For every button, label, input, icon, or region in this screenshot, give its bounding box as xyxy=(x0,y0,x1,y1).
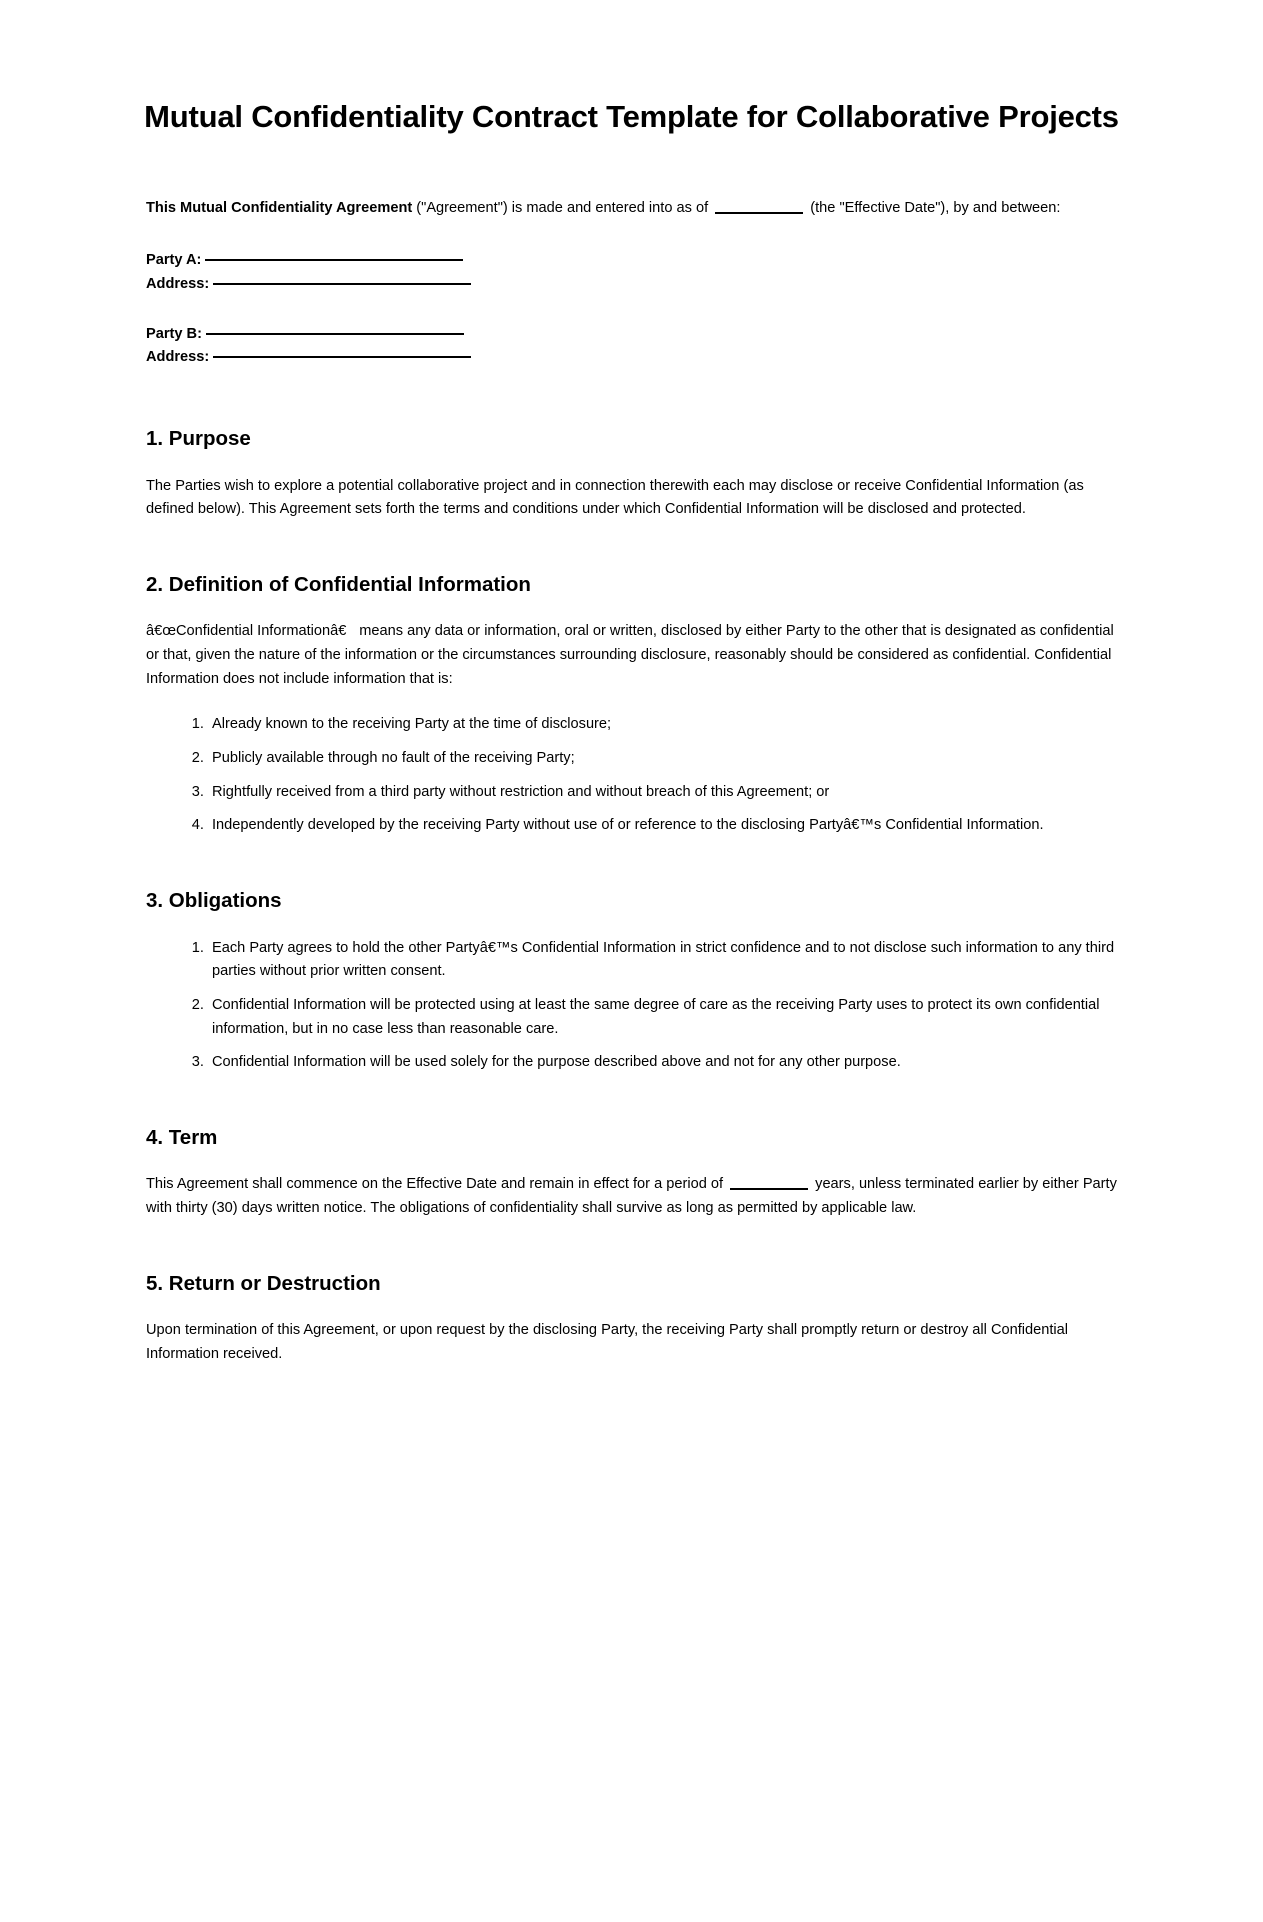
section-body-return-destruction: Upon termination of this Agreement, or upon request by the disclosing Party, the receiving Party shall promptly return or destroy all Confidential Information received. xyxy=(146,1322,1069,1363)
list-item: 1. Already known to the receiving Party at the time of disclosure; xyxy=(208,713,1125,737)
party-b-name-blank[interactable] xyxy=(206,333,464,335)
list-item: 1. Each Party agrees to hold the other Partyâ€™s Confidential Information in strict confidence and to not disclose such information to any third parties without prior written consent. xyxy=(208,937,1125,984)
party-a-address-blank[interactable] xyxy=(213,283,471,285)
list-item: 2. Publicly available through no fault of the receiving Party; xyxy=(208,747,1125,771)
section-body-term xyxy=(146,1173,1125,1220)
section-heading-term: 4. Term xyxy=(146,1125,218,1149)
agreement-intro-mid: ("Agreement") is made and entered into as of xyxy=(412,199,713,216)
list-item: 2. Confidential Information will be protected using at least the same degree of care as the receiving Party uses to protect its own confidential information, but in no case less than reasonable care. xyxy=(208,994,1125,1041)
agreement-intro-end: (the "Effective Date"), by and between: xyxy=(806,199,1061,216)
effective-date-blank[interactable] xyxy=(715,212,803,214)
party-a-address-label: Address: xyxy=(146,276,210,292)
party-a-name-row xyxy=(146,249,1125,273)
agreement-intro-paragraph xyxy=(146,197,1125,220)
party-a-block xyxy=(146,249,1125,296)
party-b-address-label: Address: xyxy=(146,349,210,366)
obligations-list xyxy=(146,937,1125,1075)
party-a-label: Party A: xyxy=(146,252,202,269)
section-heading-definition: 2. Definition of Confidential Information xyxy=(146,572,531,596)
party-b-name-row xyxy=(146,323,1125,347)
party-b-address-row xyxy=(146,346,1125,370)
section-heading-purpose: 1. Purpose xyxy=(146,426,251,450)
party-a-name-blank[interactable] xyxy=(205,259,463,261)
term-text-after-blank: years, unless terminated earlier by either Party with thirty (30) days written notice. The obligations of confidentiality shall survive as long as permitted by applicable law. xyxy=(146,1176,1117,1217)
page-title: Mutual Confidentiality Contract Template for Collaborative Projects xyxy=(144,99,1119,134)
term-text-before-blank: This Agreement shall commence on the Effective Date and remain in effect for a period of xyxy=(146,1176,728,1193)
party-b-label: Party B: xyxy=(146,325,202,342)
definition-exclusions-list xyxy=(146,713,1125,838)
section-heading-obligations: 3. Obligations xyxy=(146,888,282,912)
agreement-lead-bold: This Mutual Confidentiality Agreement xyxy=(146,199,413,216)
term-years-blank[interactable] xyxy=(730,1188,808,1190)
section-body-definition: â€œConfidential Informationâ€ means any data or information, oral or written, disclosed by either Party to the other that is designated as confidential or that, given the nature of the information or the circumstances surrounding disclosure, reasonably should be considered as confidential. Confidential Information does not include information that is: xyxy=(146,623,1114,687)
list-item: 3. Confidential Information will be used solely for the purpose described above and not for any other purpose. xyxy=(208,1051,1125,1075)
party-b-address-blank[interactable] xyxy=(213,356,471,358)
party-b-block xyxy=(146,323,1125,370)
document-body xyxy=(114,197,1149,1367)
section-body-purpose: The Parties wish to explore a potential collaborative project and in connection therewith each may disclose or receive Confidential Information (as defined below). This Agreement sets forth the terms and conditions under which Confidential Information will be disclosed and protected. xyxy=(146,477,1084,518)
section-heading-return-destruction: 5. Return or Destruction xyxy=(146,1271,381,1295)
list-item: 4. Independently developed by the receiving Party without use of or reference to the disclosing Partyâ€™s Confidential Information. xyxy=(208,814,1125,838)
list-item: 3. Rightfully received from a third party without restriction and without breach of this Agreement; or xyxy=(208,781,1125,805)
party-a-address-row xyxy=(146,273,1125,297)
document-content xyxy=(114,98,1149,1367)
